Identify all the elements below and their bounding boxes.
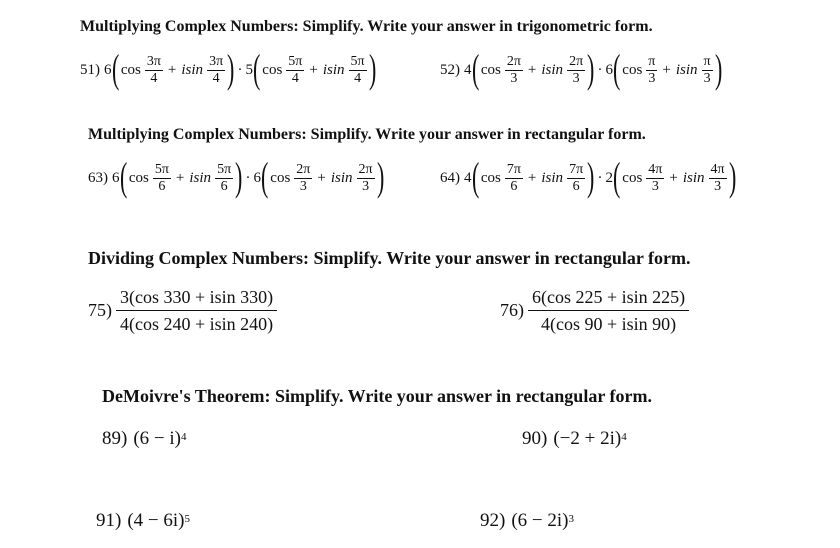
plus-sign: +	[527, 169, 537, 186]
right-paren: )	[714, 46, 722, 91]
angle-fraction: $\frac{3\pi}{4}$	[209, 53, 224, 86]
angle-fraction: $\frac{2\pi}{3}$	[296, 161, 311, 194]
power-base: (6 − i)	[133, 428, 181, 449]
quotient-fraction	[528, 286, 689, 335]
angle-fraction: $\frac{\pi}{3}$	[648, 53, 656, 86]
angle-fraction: $\frac{4\pi}{3}$	[710, 161, 725, 194]
problem-number: 92)	[480, 510, 506, 531]
plus-sign: +	[167, 61, 177, 78]
problem-number: 91)	[96, 510, 122, 531]
multiply-dot: ·	[597, 169, 603, 186]
problem-63	[88, 154, 384, 199]
angle-fraction: $\frac{\pi}{3}$	[703, 53, 711, 86]
angle-fraction: $\frac{2\pi}{3}$	[358, 161, 373, 194]
cos-label: cos	[622, 61, 643, 78]
coefficient: 2	[605, 169, 613, 186]
numerator: 6(cos 225 + isin 225)	[528, 286, 689, 311]
section-heading-demoivre: DeMoivre's Theorem: Simplify. Write your answer in rectangular form.	[102, 386, 652, 406]
problem-number: 76)	[500, 300, 524, 320]
coefficient: 6	[605, 61, 613, 78]
plus-sign: +	[317, 169, 326, 186]
left-paren: (	[252, 46, 261, 91]
problem-51	[80, 46, 376, 91]
coefficient: 4	[464, 61, 472, 78]
problem-90	[522, 428, 627, 450]
angle-fraction: $\frac{2\pi}{3}$	[569, 53, 584, 86]
right-paren: )	[728, 154, 736, 199]
plus-sign: +	[175, 169, 185, 186]
exponent: 4	[621, 431, 627, 443]
numerator: 3(cos 330 + isin 330)	[116, 286, 277, 311]
angle-fraction: $\frac{2\pi}{3}$	[506, 53, 521, 86]
coefficient: 6	[104, 61, 112, 78]
left-paren: (	[471, 46, 479, 91]
coefficient: 6	[253, 169, 261, 186]
angle-fraction: $\frac{3\pi}{4}$	[146, 53, 161, 86]
angle-fraction: $\frac{5\pi}{6}$	[154, 161, 169, 194]
power-base: (4 − 6i)	[127, 510, 185, 531]
left-paren: (	[612, 46, 621, 91]
section-heading-trig-multiply: Multiplying Complex Numbers: Simplify. Write your answer in trigonometric form.	[80, 18, 653, 35]
problem-64	[440, 154, 736, 199]
plus-sign: +	[527, 61, 537, 78]
angle-fraction: $\frac{7\pi}{6}$	[569, 161, 584, 194]
exponent: 5	[184, 513, 190, 525]
plus-sign: +	[669, 169, 678, 186]
coefficient: 6	[112, 169, 120, 186]
angle-fraction: $\frac{4\pi}{3}$	[648, 161, 663, 194]
right-paren: )	[235, 154, 243, 199]
coefficient: 4	[464, 169, 472, 186]
exponent: 4	[180, 431, 187, 443]
cos-label: cos	[262, 61, 283, 78]
angle-fraction: $\frac{5\pi}{4}$	[350, 53, 365, 86]
quotient-fraction	[116, 286, 277, 335]
problem-92	[480, 510, 574, 532]
angle-fraction: $\frac{5\pi}{6}$	[217, 161, 232, 194]
isin-label: isin	[189, 169, 212, 186]
problem-number: 89)	[102, 428, 128, 449]
right-paren: )	[376, 154, 384, 199]
right-paren: )	[587, 46, 595, 91]
right-paren: )	[368, 46, 376, 91]
problem-89	[102, 428, 186, 450]
problem-number: 90)	[522, 428, 548, 449]
cos-label: cos	[128, 169, 149, 186]
problem-number: 51)	[80, 61, 100, 78]
left-paren: (	[111, 46, 119, 91]
plus-sign: +	[662, 61, 671, 78]
isin-label: isin	[322, 61, 345, 78]
right-paren: )	[227, 46, 235, 91]
problem-number: 52)	[440, 61, 460, 78]
power-base: (−2 + 2i)	[553, 428, 622, 449]
denominator: 4(cos 90 + isin 90)	[541, 314, 677, 334]
left-paren: (	[260, 154, 269, 199]
section-heading-divide: Dividing Complex Numbers: Simplify. Write your answer in rectangular form.	[88, 248, 691, 268]
cos-label: cos	[480, 169, 501, 186]
problem-number: 63)	[88, 169, 108, 186]
left-paren: (	[119, 154, 127, 199]
angle-fraction: $\frac{5\pi}{4}$	[288, 53, 303, 86]
isin-label: isin	[682, 169, 705, 186]
cos-label: cos	[622, 169, 643, 186]
cos-label: cos	[120, 61, 141, 78]
section-heading-rect-multiply: Multiplying Complex Numbers: Simplify. Write your answer in rectangular form.	[88, 126, 646, 143]
isin-label: isin	[541, 61, 564, 78]
problem-number: 64)	[440, 169, 460, 186]
problem-75	[88, 286, 277, 335]
coefficient: 5	[245, 61, 253, 78]
denominator: 4(cos 240 + isin 240)	[120, 314, 274, 334]
isin-label: isin	[675, 61, 698, 78]
isin-label: isin	[181, 61, 204, 78]
power-base: (6 − 2i)	[511, 510, 569, 531]
left-paren: (	[612, 154, 621, 199]
problem-52	[440, 46, 722, 91]
right-paren: )	[587, 154, 595, 199]
exponent: 3	[568, 513, 574, 525]
cos-label: cos	[270, 169, 291, 186]
problem-number: 75)	[88, 300, 112, 320]
angle-fraction: $\frac{7\pi}{6}$	[506, 161, 521, 194]
problem-91	[96, 510, 190, 532]
isin-label: isin	[330, 169, 353, 186]
multiply-dot: ·	[245, 169, 251, 186]
isin-label: isin	[541, 169, 564, 186]
multiply-dot: ·	[597, 61, 603, 78]
multiply-dot: ·	[237, 61, 243, 78]
plus-sign: +	[309, 61, 318, 78]
problem-76	[500, 286, 689, 335]
cos-label: cos	[480, 61, 501, 78]
left-paren: (	[471, 154, 479, 199]
